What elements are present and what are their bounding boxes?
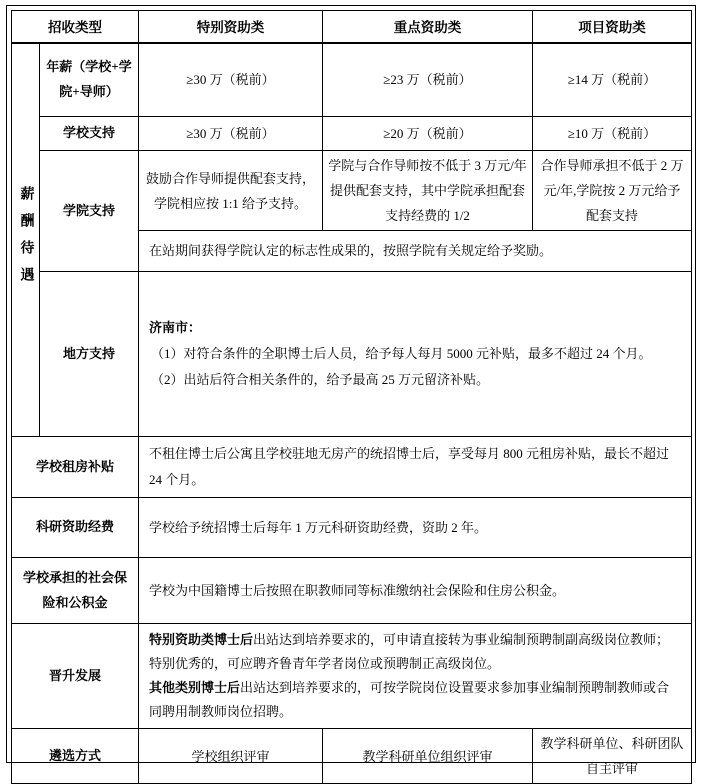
college-support-note: 在站期间获得学院认定的标志性成果的，按照学院有关规定给予奖励。	[139, 231, 692, 272]
header-row	[12, 11, 692, 43]
promotion-row	[12, 624, 692, 729]
college-support-row	[12, 151, 692, 231]
promotion-p1-text: 出站达到培养要求的，可申请直接转为事业编制预聘制副高级岗位教师；特别优秀的，可应聘齐鲁青年学者岗位或预聘制正高级岗位。	[149, 632, 670, 671]
promotion-p2-bold: 其他类别博士后	[149, 680, 241, 695]
salary-group-vertical-label: 薪酬待遇	[18, 185, 34, 294]
social-insurance-row	[12, 558, 692, 624]
header-recruit-type: 招收类型	[12, 11, 139, 43]
postdoc-benefits-table	[11, 10, 692, 784]
annual-salary-row	[12, 43, 692, 117]
college-support-project: 合作导师承担不低于 2 万元/年,学院按 2 万元给予配套支持	[533, 151, 692, 231]
local-support-city: 济南市：	[149, 320, 202, 335]
housing-subsidy-row	[12, 437, 692, 498]
selection-key: 教学科研单位组织评审	[323, 729, 533, 784]
header-project-category: 项目资助类	[533, 11, 692, 43]
selection-method-row	[12, 729, 692, 784]
school-support-label: 学校支持	[40, 117, 139, 151]
research-funding-label: 科研资助经费	[12, 498, 139, 558]
college-support-label: 学院支持	[40, 151, 139, 272]
benefits-table-outer-border	[6, 5, 696, 776]
annual-salary-key: ≥23 万（税前）	[323, 43, 533, 117]
annual-salary-special: ≥30 万（税前）	[139, 43, 323, 117]
promotion-paragraph-2	[149, 676, 681, 724]
social-insurance-content: 学校为中国籍博士后按照在职教师同等标准缴纳社会保险和住房公积金。	[139, 558, 692, 624]
housing-subsidy-label: 学校租房补贴	[12, 437, 139, 498]
selection-project: 教学科研单位、科研团队自主评审	[533, 729, 692, 784]
local-support-item-1: （1）对符合条件的全职博士后人员，给予每人每月 5000 元补贴，最多不超过 24 个月。	[151, 346, 652, 361]
local-support-content	[139, 272, 692, 437]
selection-method-label: 遴选方式	[12, 729, 139, 784]
selection-special: 学校组织评审	[139, 729, 323, 784]
school-support-key: ≥20 万（税前）	[323, 117, 533, 151]
annual-salary-label: 年薪（学校+学院+导师）	[40, 43, 139, 117]
school-support-special: ≥30 万（税前）	[139, 117, 323, 151]
school-support-row	[12, 117, 692, 151]
research-funding-row	[12, 498, 692, 558]
promotion-p1-bold: 特别资助类博士后	[149, 632, 254, 647]
local-support-label: 地方支持	[40, 272, 139, 437]
promotion-paragraph-1	[149, 628, 681, 676]
college-support-special: 鼓励合作导师提供配套支持，学院相应按 1:1 给予支持。	[139, 151, 323, 231]
header-special-category: 特别资助类	[139, 11, 323, 43]
promotion-content	[139, 624, 692, 729]
header-key-category: 重点资助类	[323, 11, 533, 43]
college-support-key: 学院与合作导师按不低于 3 万元/年提供配套支持，其中学院承担配套支持经费的 1/2	[323, 151, 533, 231]
social-insurance-label: 学校承担的社会保险和公积金	[12, 558, 139, 624]
housing-subsidy-content: 不租住博士后公寓且学校驻地无房产的统招博士后，享受每月 800 元租房补贴，最长不超过 24 个月。	[139, 437, 692, 498]
annual-salary-project: ≥14 万（税前）	[533, 43, 692, 117]
school-support-project: ≥10 万（税前）	[533, 117, 692, 151]
local-support-item-2: （2）出站后符合相关条件的，给予最高 25 万元留济补贴。	[151, 372, 490, 387]
salary-group-cell	[12, 43, 40, 437]
research-funding-content: 学校给予统招博士后每年 1 万元科研资助经费，资助 2 年。	[139, 498, 692, 558]
promotion-p2-text: 出站达到培养要求的，可按学院岗位设置要求参加事业编制预聘制教师或合同聘用制教师岗位招聘。	[149, 680, 670, 719]
local-support-row	[12, 272, 692, 437]
promotion-label: 晋升发展	[12, 624, 139, 729]
